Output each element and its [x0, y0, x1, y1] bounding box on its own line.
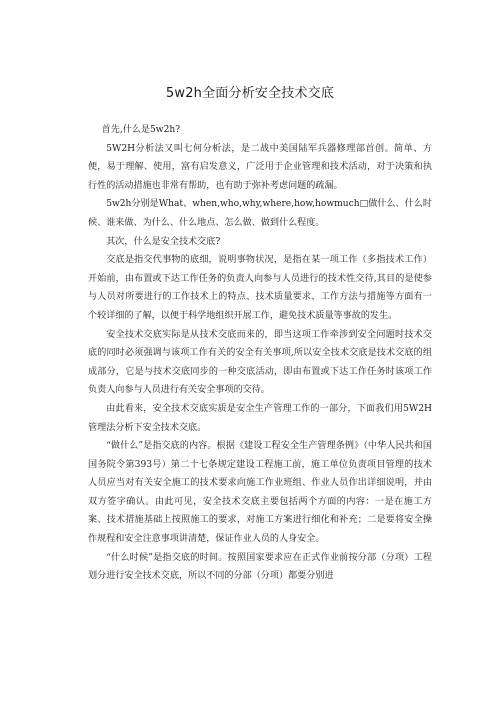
paragraph-intro-question: 首先,什么是5w2h? — [101, 125, 181, 135]
paragraph-what: “做什么”是指交底的内容。根据《建设工程安全生产管理条例》（中华人民共和国国务院令第393号）第二十七条规定建设工程施工前，施工单位负责项目管理的技术人员应当对有关安全施工的技术要求向施工作业班组、作业人员作出详细说明，并由双方签字确认。由此可见，安全技术交底主要包括两个方面的内容：一是在施工方案、技术措施基础上按照施工的要求，对施工方案进行细化和补充；二是要将安全操作规程和安全注意事项讲清楚，保证作业人员的人身安全。 — [88, 441, 432, 545]
paragraph-safety-handover: 安全技术交底实际是从技术交底而来的，即当这项工作牵涉到安全问题时技术交底的同时必须强调与该项工作有关的安全有关事项,所以安全技术交底是技术交底的组成部分，它是与技术交底同步的一种交底活动，即由布置或下达工作任务时该项工作负责人向参与人员进行有关安全事项的交待。 — [88, 329, 432, 396]
document-title: 5w2h全面分析安全技术交底 — [165, 86, 335, 101]
paragraph-second-question: 其次，什么是安全技术交底? — [106, 236, 221, 247]
paragraph-handover-definition: 交底是指交代事物的底细，说明事物状况，是指在某一项工作（多指技术工作）开始前，由布置或下达工作任务的负责人向参与人员进行的技术性交待,其目的是使参与人员对所要进行的工作技术上的特点、技术质量要求、工作方法与措施等方面有一个较详细的了解，以便于科学地组织开展工作，避免技术质量等事故的发生。 — [88, 255, 432, 321]
document-body — [88, 121, 432, 586]
paragraph-5w2h-meaning: 5w2h分别是What、when,who,why,where,how,howmuch□做什么、什么时候、谁来做、为什么、什么地点、怎么做、做到什么程度。 — [88, 199, 432, 228]
paragraph-when: “什么时候”是指交底的时间。按照国家要求应在正式作业前按分部（分项）工程划分进行安全技术交底，所以不同的分部（分项）都要分别进 — [88, 552, 432, 582]
paragraph-conclusion: 由此看来，安全技术交底实质是安全生产管理工作的一部分，下面我们用5W2H管理法分析下安全技术交底。 — [88, 403, 432, 433]
paragraph-5w2h-origin: 5W2H分析法又叫七何分析法，是二战中美国陆军兵器修理部首创。简单、方便，易于理解、使用，富有启发意义，广泛用于企业管理和技术活动，对于决策和执行性的活动措施也非常有帮助，也有助于弥补考虑问题的疏漏。 — [88, 143, 432, 191]
